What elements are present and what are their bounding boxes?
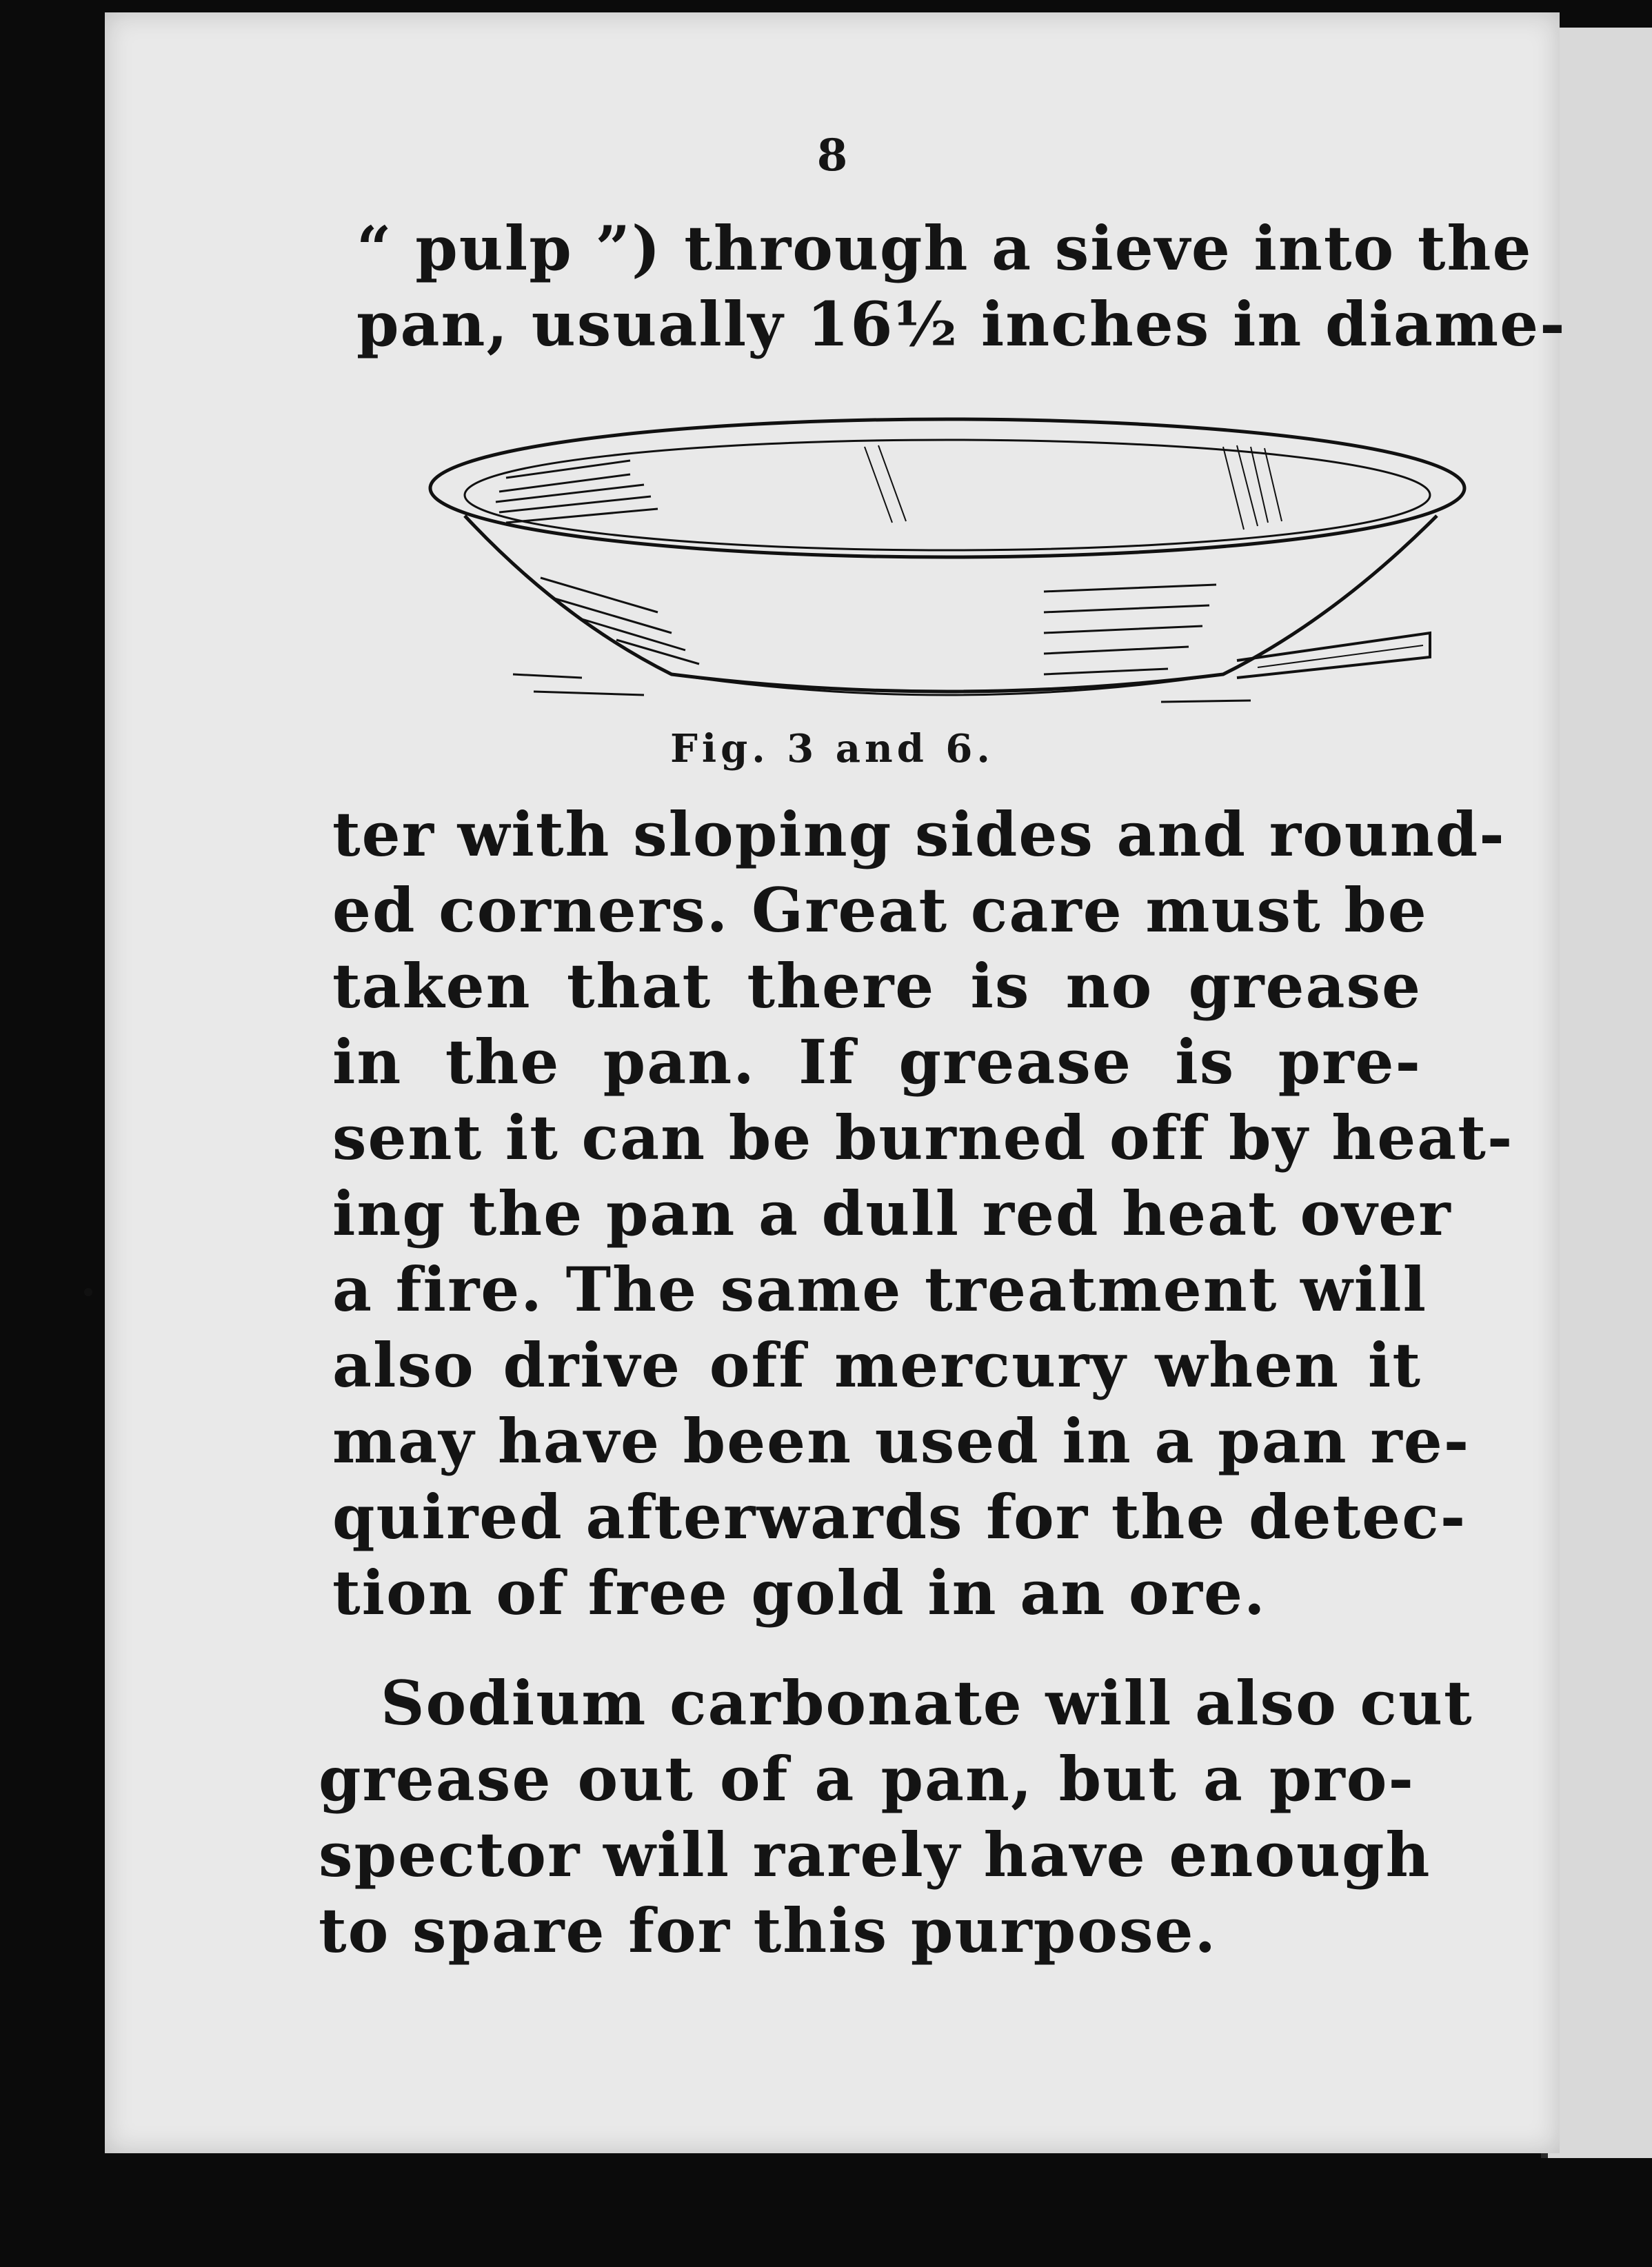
text-line: ter with sloping sides and round- [332, 798, 1506, 870]
text-line: also drive off mercury when it [332, 1329, 1422, 1401]
text-line: Sodium carbonate will also cut [381, 1667, 1473, 1739]
book-page [105, 12, 1567, 2153]
text-line: to spare for this purpose. [319, 1895, 1218, 1966]
gold-pan-illustration [423, 412, 1471, 736]
text-line: sent it can be burned off by heat- [332, 1102, 1514, 1173]
figure-caption: Fig. 3 and 6. [670, 726, 994, 772]
text-line: ed corners. Great care must be [332, 874, 1428, 946]
text-line: quired afterwards for the detec- [332, 1481, 1467, 1553]
text-line: in the pan. If grease is pre- [332, 1026, 1422, 1098]
page-number: 8 [816, 130, 848, 181]
text-line: ing the pan a dull red heat over [332, 1178, 1452, 1249]
text-line: tion of free gold in an ore. [332, 1557, 1267, 1629]
text-line: pan, usually 16½ inches in diame- [356, 288, 1567, 360]
text-line: grease out of a pan, but a pro- [319, 1743, 1415, 1815]
ink-speck [84, 1288, 92, 1296]
text-line: taken that there is no grease [332, 950, 1422, 1022]
text-line: a fire. The same treatment will [332, 1253, 1428, 1325]
text-line: may have been used in a pan re- [332, 1405, 1471, 1477]
text-line: “ pulp ”) through a sieve into the [356, 212, 1533, 284]
text-line: spector will rarely have enough [319, 1819, 1431, 1891]
